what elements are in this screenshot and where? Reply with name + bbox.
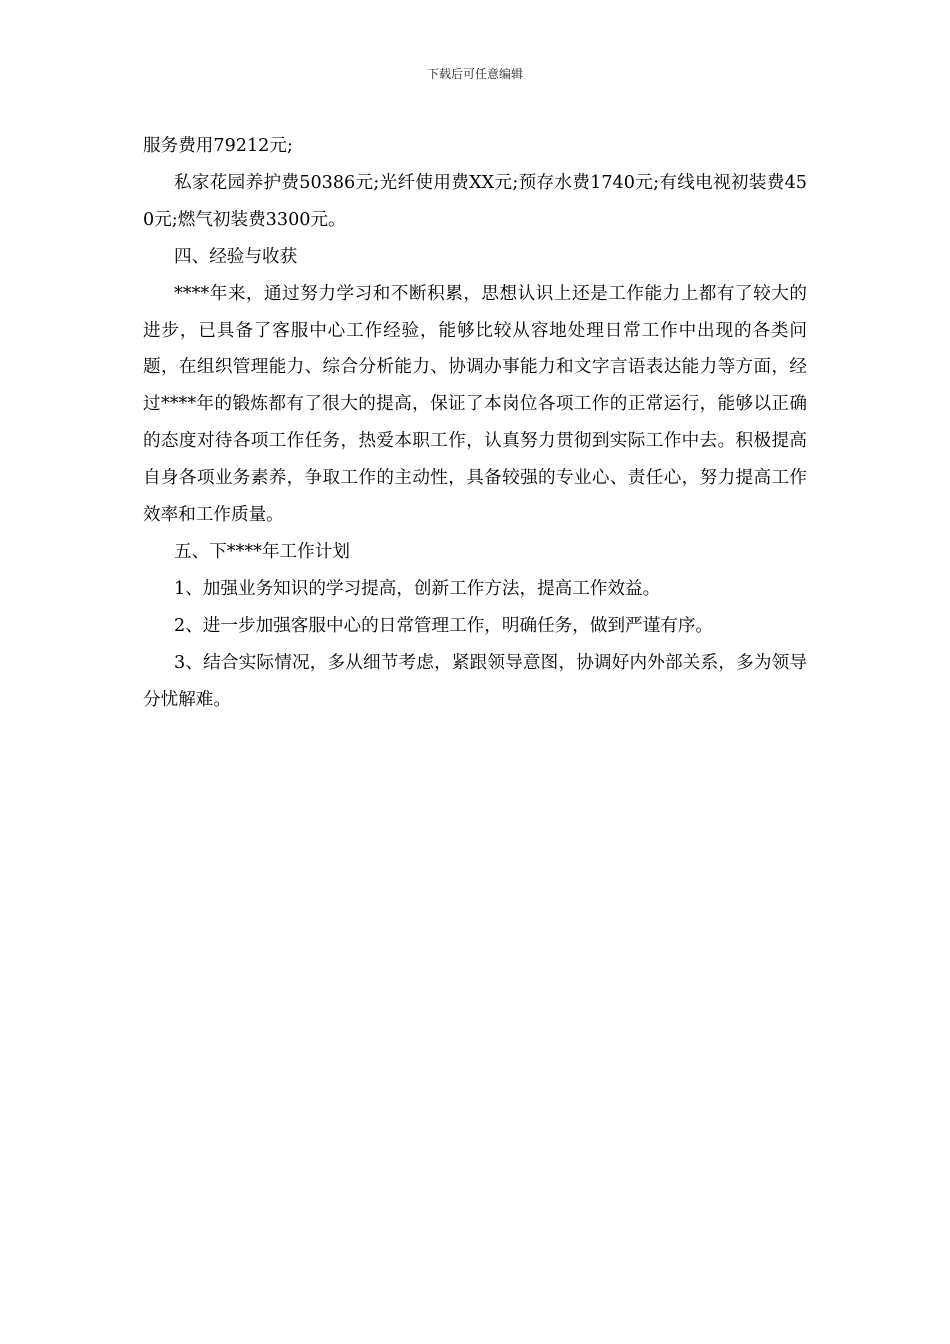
section-heading-plan: 五、下****年工作计划 — [174, 541, 350, 562]
page-header: 下载后可任意编辑 — [426, 67, 523, 81]
paragraph-service-fee: 服务费用79212元; — [143, 136, 293, 156]
plan-item-2: 2、进一步加强客服中心的日常管理工作，明确任务，做到严谨有序。 — [174, 615, 714, 636]
paragraph-fees: 私家花园养护费50386元;光纤使用费XX元;预存水费1740元;有线电视初装费450元;燃气初装费3300元。 — [143, 172, 807, 230]
plan-item-3: 3、结合实际情况，多从细节考虑，紧跟领导意图，协调好内外部关系，多为领导分忧解难。 — [143, 652, 807, 710]
plan-item-1: 1、加强业务知识的学习提高，创新工作方法，提高工作效益。 — [174, 578, 661, 599]
document-body — [143, 128, 807, 719]
paragraph-experience: ****年来，通过努力学习和不断积累，思想认识上还是工作能力上都有了较大的进步，已具备了客服中心工作经验，能够比较从容地处理日常工作中出现的各类问题，在组织管理能力、综合分析能力、协调办事能力和文字言语表达能力等方面，经过****年的锻炼都有了很大的提高，保证了本岗位各项工作的正常运行，能够以正确的态度对待各项工作任务，热爱本职工作，认真努力贯彻到实际工作中去。积极提高自身各项业务素养，争取工作的主动性，具备较强的专业心、责任心，努力提高工作效率和工作质量。 — [143, 283, 807, 526]
section-heading-experience: 四、经验与收获 — [174, 246, 298, 267]
